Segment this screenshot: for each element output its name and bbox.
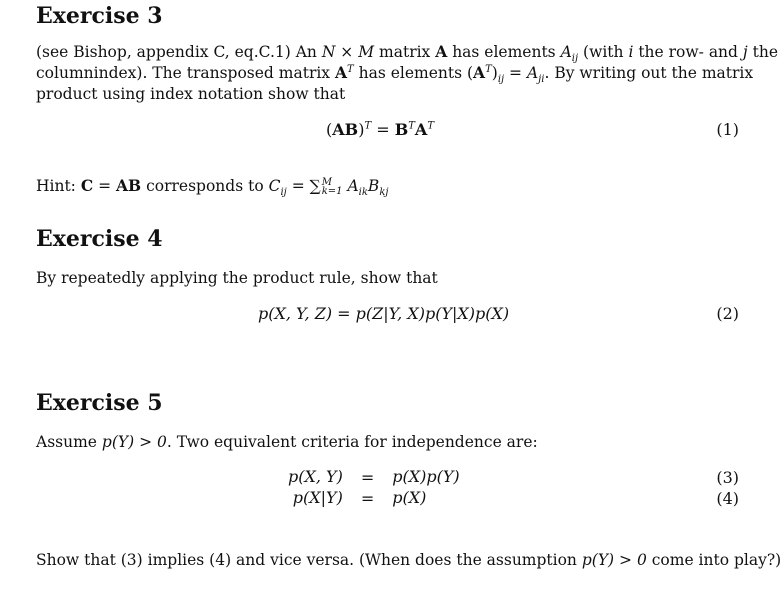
equation-3: [282, 467, 466, 488]
exercise-4-title: Exercise 4: [36, 226, 163, 252]
equation-4: [282, 488, 466, 509]
equation-2-number: (2): [716, 304, 739, 323]
equation-1-number: (1): [716, 120, 739, 139]
equation-4-lhs: p(X|Y): [292, 488, 343, 507]
equation-1: $(AB)^T = B^TA^T$: [326, 120, 434, 139]
exercise-5-text: Assume p(Y) > 0. Two equivalent criteria for independence are:: [36, 433, 538, 451]
exercise-3-title: Exercise 3: [36, 3, 163, 29]
equation-3-equals: =: [360, 467, 375, 487]
equation-4-rhs: p(X): [392, 488, 427, 507]
equation-2: p(X, Y, Z) = p(Z|Y, X)p(Y|X)p(X): [258, 304, 510, 323]
equation-3-rhs: p(X)p(Y): [392, 467, 460, 486]
equation-3-lhs: p(X, Y): [288, 467, 343, 486]
equations-3-4: [282, 467, 466, 509]
equation-3-number: (3): [716, 468, 739, 487]
equation-4-equals: =: [360, 488, 375, 508]
exercise-5-question: Show that (3) implies (4) and vice versa. (When does the assumption p(Y) > 0 come into play?): [36, 551, 781, 569]
exercise-3-line-1: (see Bishop, appendix C, eq.C.1) An N × M matrix A has elements $A_{ij}$ (with i the row- and j the: [36, 42, 779, 65]
exercise-3-line-2: columnindex). The transposed matrix $A^T$ has elements $(A^T)_{ij} = A_{ji}$. By writing out the matrix: [36, 63, 754, 86]
exercise-5-title: Exercise 5: [36, 390, 163, 416]
exercise-3-line-3: product using index notation show that: [36, 85, 346, 103]
exercise-4-text: By repeatedly applying the product rule, show that: [36, 269, 438, 287]
exercise-3-hint: Hint: C = AB corresponds to $C_{ij}$ = ∑ M k=1 $A_{ik}B_{kj}$: [36, 176, 389, 199]
equation-4-number: (4): [716, 489, 739, 508]
